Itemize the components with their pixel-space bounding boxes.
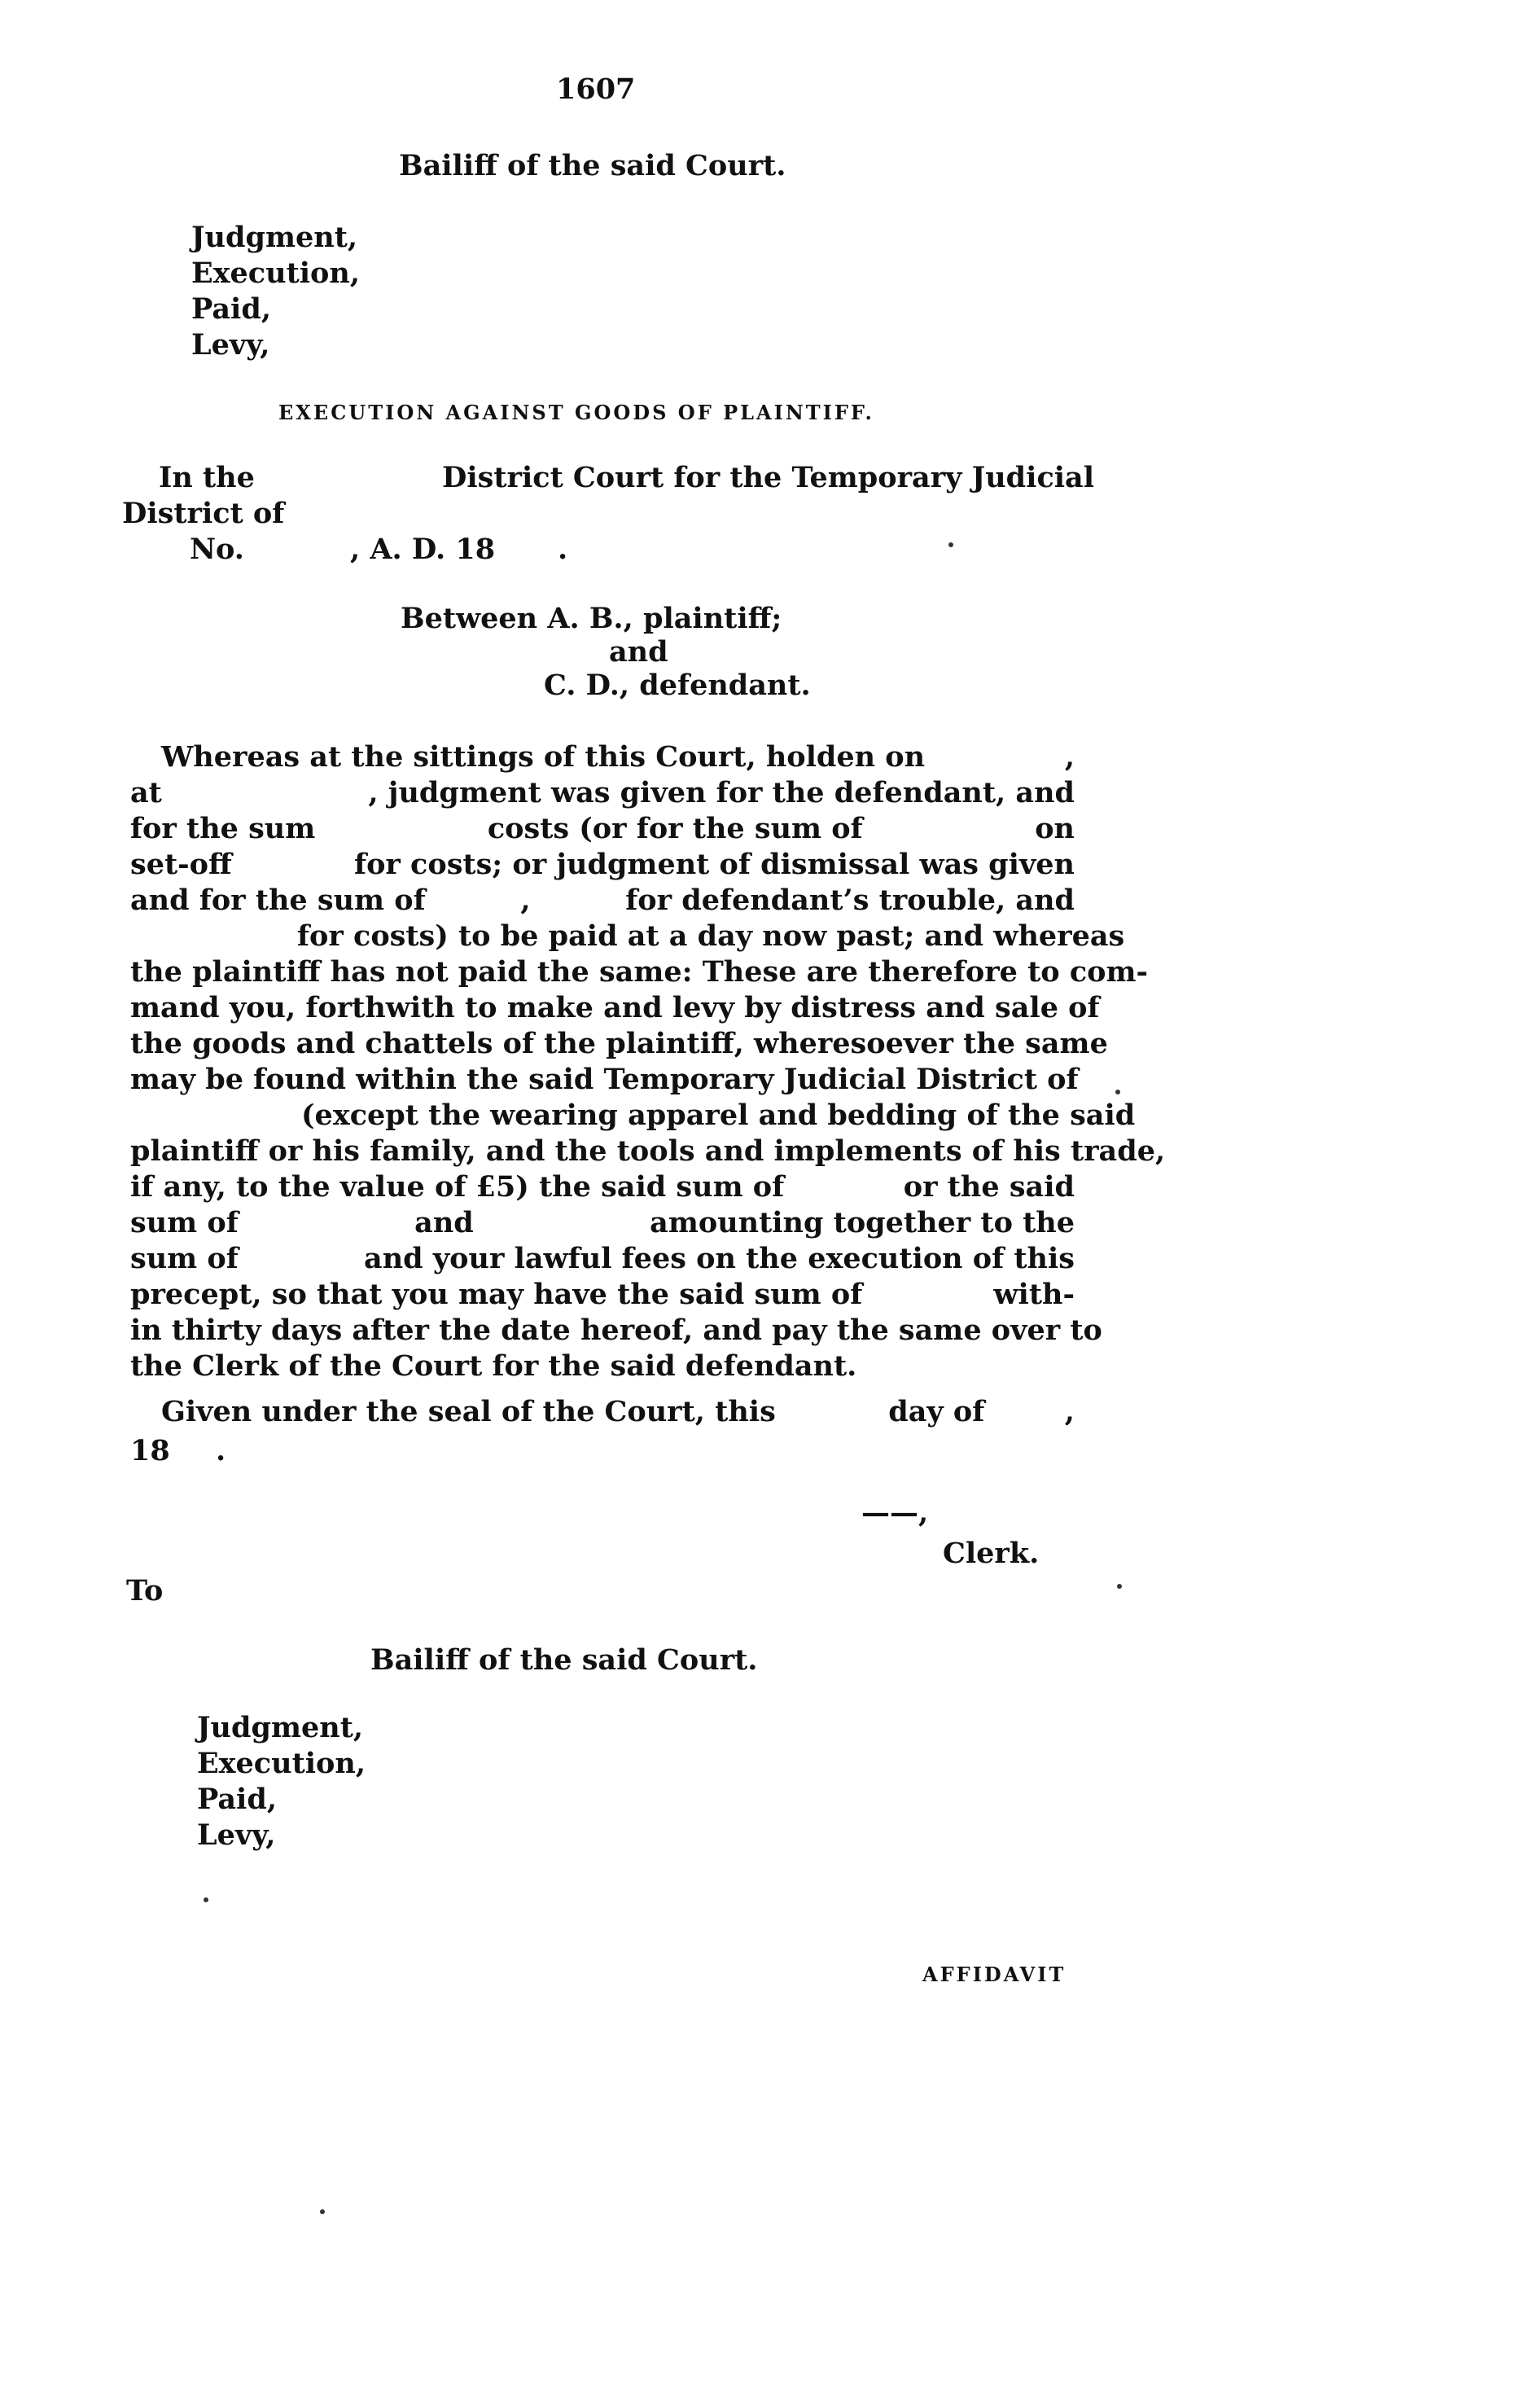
body-text: for costs) to be paid at a day now past; and whereas <box>297 919 1125 953</box>
body-text: may be found within the said Temporary Judicial District of <box>130 1063 1079 1096</box>
body-text: and <box>414 1206 474 1239</box>
body-text: set-off <box>130 848 232 881</box>
signature-dash: ——, <box>861 1496 929 1529</box>
print-speck <box>1115 1090 1120 1094</box>
body-text: or the said <box>903 1170 1075 1204</box>
top-entry-judgment: Judgment, <box>191 221 358 254</box>
body-text: , judgment was given for the defendant, and <box>368 776 1075 809</box>
to-label: To <box>126 1574 164 1608</box>
body-text: for the sum <box>130 812 316 845</box>
parties-between: Between A. B., plaintiff; <box>401 602 782 635</box>
body-line <box>130 811 1075 847</box>
print-speck <box>204 1897 208 1902</box>
caption-end-period: . <box>558 533 568 566</box>
catchword: AFFIDAVIT <box>922 1963 1067 1986</box>
body-line <box>130 1134 1166 1169</box>
print-speck <box>1117 1584 1122 1589</box>
body-line <box>130 1241 1075 1277</box>
body-text: the plaintiff has not paid the same: These are therefore to com- <box>130 955 1149 989</box>
top-entry-levy: Levy, <box>191 328 270 362</box>
body-line <box>130 775 1075 811</box>
bottom-entry-judgment: Judgment, <box>197 1711 364 1744</box>
body-text: and your lawful fees on the execution of this <box>364 1242 1075 1275</box>
given-year-end: . <box>216 1434 226 1467</box>
body-line <box>130 1098 1136 1134</box>
print-speck <box>948 542 953 547</box>
given-text: Given under the seal of the Court, this <box>161 1395 776 1428</box>
bottom-entry-paid: Paid, <box>197 1783 278 1816</box>
body-text: with- <box>993 1278 1075 1311</box>
top-entry-execution: Execution, <box>191 257 361 290</box>
body-text: if any, to the value of £5) the said sum of <box>130 1170 785 1204</box>
body-text: Whereas at the sittings of this Court, holden on <box>161 740 926 774</box>
body-text: , <box>1064 740 1075 774</box>
body-line <box>130 1277 1075 1313</box>
body-text: amounting together to the <box>650 1206 1075 1239</box>
section-heading: EXECUTION AGAINST GOODS OF PLAINTIFF. <box>278 401 874 424</box>
body-text: on <box>1035 812 1075 845</box>
body-text: and for the sum of <box>130 884 426 917</box>
print-speck <box>320 2209 325 2214</box>
given-day-of: day of <box>888 1395 985 1428</box>
signature-clerk: Clerk. <box>943 1537 1040 1570</box>
bottom-entry-levy: Levy, <box>197 1818 276 1852</box>
given-year: 18 <box>130 1434 170 1467</box>
body-text: in thirty days after the date hereof, and pay the same over to <box>130 1314 1102 1347</box>
top-entries <box>191 220 360 363</box>
parties-and: and <box>609 635 668 669</box>
body-line <box>130 1313 1102 1349</box>
given-comma: , <box>1064 1395 1075 1428</box>
given-block <box>130 1394 1075 1430</box>
body-text: for costs; or judgment of dismissal was given <box>354 848 1075 881</box>
top-entry-paid: Paid, <box>191 292 272 326</box>
body-line <box>130 1026 1108 1062</box>
bottom-entries <box>197 1710 366 1853</box>
body-line <box>130 847 1075 883</box>
caption-no: No. <box>190 533 244 566</box>
body-line <box>130 739 1075 775</box>
body-text: sum of <box>130 1206 239 1239</box>
body-line <box>130 990 1100 1026</box>
body-line <box>130 1169 1075 1205</box>
body-text: the goods and chattels of the plaintiff, wheresoever the same <box>130 1027 1108 1060</box>
body-text: sum of <box>130 1242 239 1275</box>
body-text: , <box>520 884 531 917</box>
body-text: for defendant’s trouble, and <box>625 884 1075 917</box>
caption-district-court: District Court for the Temporary Judicial <box>442 461 1095 494</box>
body-line <box>130 1205 1075 1241</box>
body-line <box>130 1062 1079 1098</box>
bottom-entry-execution: Execution, <box>197 1747 366 1780</box>
body-text: the Clerk of the Court for the said defendant. <box>130 1349 857 1383</box>
page-number: 1607 <box>556 72 636 106</box>
body-text: at <box>130 776 162 809</box>
body-text: costs (or for the sum of <box>487 812 863 845</box>
bottom-bailiff-line: Bailiff of the said Court. <box>370 1643 758 1677</box>
body-line <box>130 919 1125 954</box>
body-text: plaintiff or his family, and the tools and implements of his trade, <box>130 1134 1166 1168</box>
top-bailiff-line: Bailiff of the said Court. <box>399 149 786 182</box>
body-text: precept, so that you may have the said sum of <box>130 1278 863 1311</box>
body-text: mand you, forthwith to make and levy by distress and sale of <box>130 991 1100 1024</box>
body-paragraph <box>130 739 1166 1384</box>
body-text: (except the wearing apparel and bedding of the said <box>301 1099 1136 1132</box>
body-line <box>130 954 1149 990</box>
parties-defendant: C. D., defendant. <box>544 669 811 702</box>
given-line <box>130 1394 1075 1430</box>
body-line <box>130 1349 1075 1384</box>
caption-in-the: In the <box>159 461 255 494</box>
body-line <box>130 883 1075 919</box>
caption-district-of: District of <box>122 497 285 530</box>
caption-ad: , A. D. 18 <box>350 533 496 566</box>
